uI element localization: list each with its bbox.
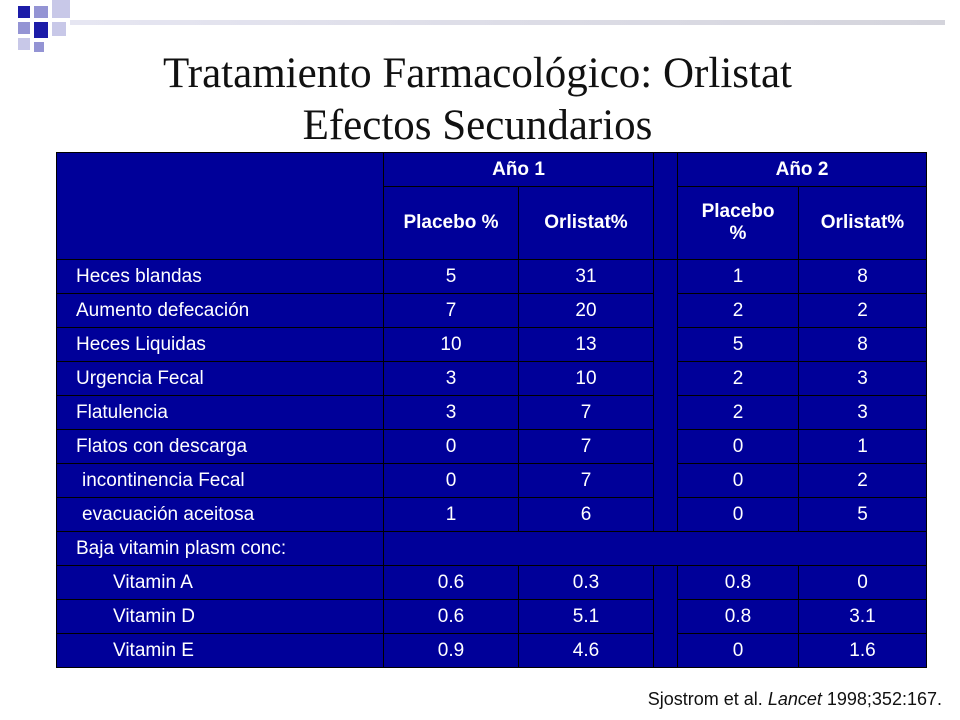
- citation-ref: 1998;352:167.: [826, 689, 942, 709]
- table-row: [57, 294, 927, 328]
- y2-placebo-cell: 0: [678, 464, 799, 498]
- y2-orlistat-cell: 3.1: [799, 600, 927, 634]
- y1-orlistat-cell: 20: [519, 294, 654, 328]
- y2-orlistat-cell: 1: [799, 430, 927, 464]
- y1-placebo-cell: 0: [384, 464, 519, 498]
- y2-placebo-header: Placebo %: [678, 187, 799, 260]
- y2-placebo-cell: 0.8: [678, 600, 799, 634]
- row-label: Flatulencia: [57, 396, 384, 430]
- y2-placebo-cell: 2: [678, 294, 799, 328]
- y1-orlistat-cell: 7: [519, 396, 654, 430]
- y1-orlistat-cell: 5.1: [519, 600, 654, 634]
- y1-orlistat-cell: 7: [519, 430, 654, 464]
- y2-orlistat-cell: 8: [799, 328, 927, 362]
- y2-placebo-cell: 5: [678, 328, 799, 362]
- y2-placebo-cell: 0: [678, 634, 799, 668]
- row-label: evacuación aceitosa: [57, 498, 384, 532]
- row-label: Heces Liquidas: [57, 328, 384, 362]
- header-corner: [57, 153, 384, 260]
- y1-orlistat-cell: 31: [519, 260, 654, 294]
- table-row: [57, 362, 927, 396]
- y1-placebo-cell: 0.9: [384, 634, 519, 668]
- y1-placebo-cell: 1: [384, 498, 519, 532]
- decor-square: [18, 22, 30, 34]
- decor-top-bar: [70, 20, 945, 25]
- y2-orlistat-cell: 2: [799, 464, 927, 498]
- y1-placebo-cell: 3: [384, 396, 519, 430]
- table-row: [57, 328, 927, 362]
- y2-orlistat-cell: 1.6: [799, 634, 927, 668]
- decor-square: [52, 0, 70, 18]
- citation: [648, 689, 942, 710]
- y1-placebo-cell: 0.6: [384, 566, 519, 600]
- table-row: [57, 498, 927, 532]
- y2-placebo-cell: 0.8: [678, 566, 799, 600]
- y2-orlistat-cell: 0: [799, 566, 927, 600]
- vitamin-label: Vitamin E: [57, 634, 384, 668]
- y1-orlistat-cell: 6: [519, 498, 654, 532]
- row-label: incontinencia Fecal: [57, 464, 384, 498]
- row-label: Aumento defecación: [57, 294, 384, 328]
- y2-orlistat-cell: 8: [799, 260, 927, 294]
- vitamin-row: [57, 600, 927, 634]
- citation-journal: Lancet: [767, 689, 822, 709]
- vitamin-section-fill: [384, 532, 927, 566]
- decor-square: [34, 22, 48, 38]
- year-2-header: Año 2: [678, 153, 927, 187]
- y2-orlistat-cell: 2: [799, 294, 927, 328]
- y1-placebo-cell: 10: [384, 328, 519, 362]
- year-1-header: Año 1: [384, 153, 654, 187]
- slide-title: [0, 48, 960, 152]
- decor-square: [34, 6, 48, 18]
- y2-placebo-cell: 0: [678, 498, 799, 532]
- y2-placebo-cell: 0: [678, 430, 799, 464]
- table-row: [57, 396, 927, 430]
- y1-orlistat-header: Orlistat%: [519, 187, 654, 260]
- y1-placebo-cell: 3: [384, 362, 519, 396]
- vitamin-row: [57, 566, 927, 600]
- y1-placebo-header: Placebo %: [384, 187, 519, 260]
- y2-orlistat-header: Orlistat%: [799, 187, 927, 260]
- vitamin-section-row: [57, 532, 927, 566]
- side-effects-table: [56, 152, 927, 668]
- y2-placebo-cell: 2: [678, 362, 799, 396]
- y2-orlistat-cell: 5: [799, 498, 927, 532]
- y1-placebo-cell: 7: [384, 294, 519, 328]
- table-row: [57, 260, 927, 294]
- citation-authors: Sjostrom et al.: [647, 689, 763, 709]
- y1-placebo-cell: 5: [384, 260, 519, 294]
- title-line-1: Tratamiento Farmacológico: Orlistat: [163, 50, 792, 97]
- y1-orlistat-cell: 13: [519, 328, 654, 362]
- y2-orlistat-cell: 3: [799, 396, 927, 430]
- y1-orlistat-cell: 0.3: [519, 566, 654, 600]
- row-label: Heces blandas: [57, 260, 384, 294]
- y2-placebo-cell: 1: [678, 260, 799, 294]
- vitamin-label: Vitamin A: [57, 566, 384, 600]
- y2-placebo-cell: 2: [678, 396, 799, 430]
- decor-square: [18, 6, 30, 18]
- vitamin-label: Vitamin D: [57, 600, 384, 634]
- y2-orlistat-cell: 3: [799, 362, 927, 396]
- y1-orlistat-cell: 7: [519, 464, 654, 498]
- row-label: Urgencia Fecal: [57, 362, 384, 396]
- table-row: [57, 464, 927, 498]
- y1-placebo-cell: 0: [384, 430, 519, 464]
- header-row-years: [57, 153, 927, 187]
- gap-cell: [654, 566, 678, 668]
- gap-cell: [654, 260, 678, 532]
- vitamin-section-label: Baja vitamin plasm conc:: [57, 532, 384, 566]
- y1-placebo-cell: 0.6: [384, 600, 519, 634]
- row-label: Flatos con descarga: [57, 430, 384, 464]
- table-row: [57, 430, 927, 464]
- decor-square: [52, 22, 66, 36]
- y1-orlistat-cell: 4.6: [519, 634, 654, 668]
- vitamin-row: [57, 634, 927, 668]
- gap-cell: [654, 153, 678, 260]
- y1-orlistat-cell: 10: [519, 362, 654, 396]
- title-line-2: Efectos Secundarios: [302, 102, 653, 149]
